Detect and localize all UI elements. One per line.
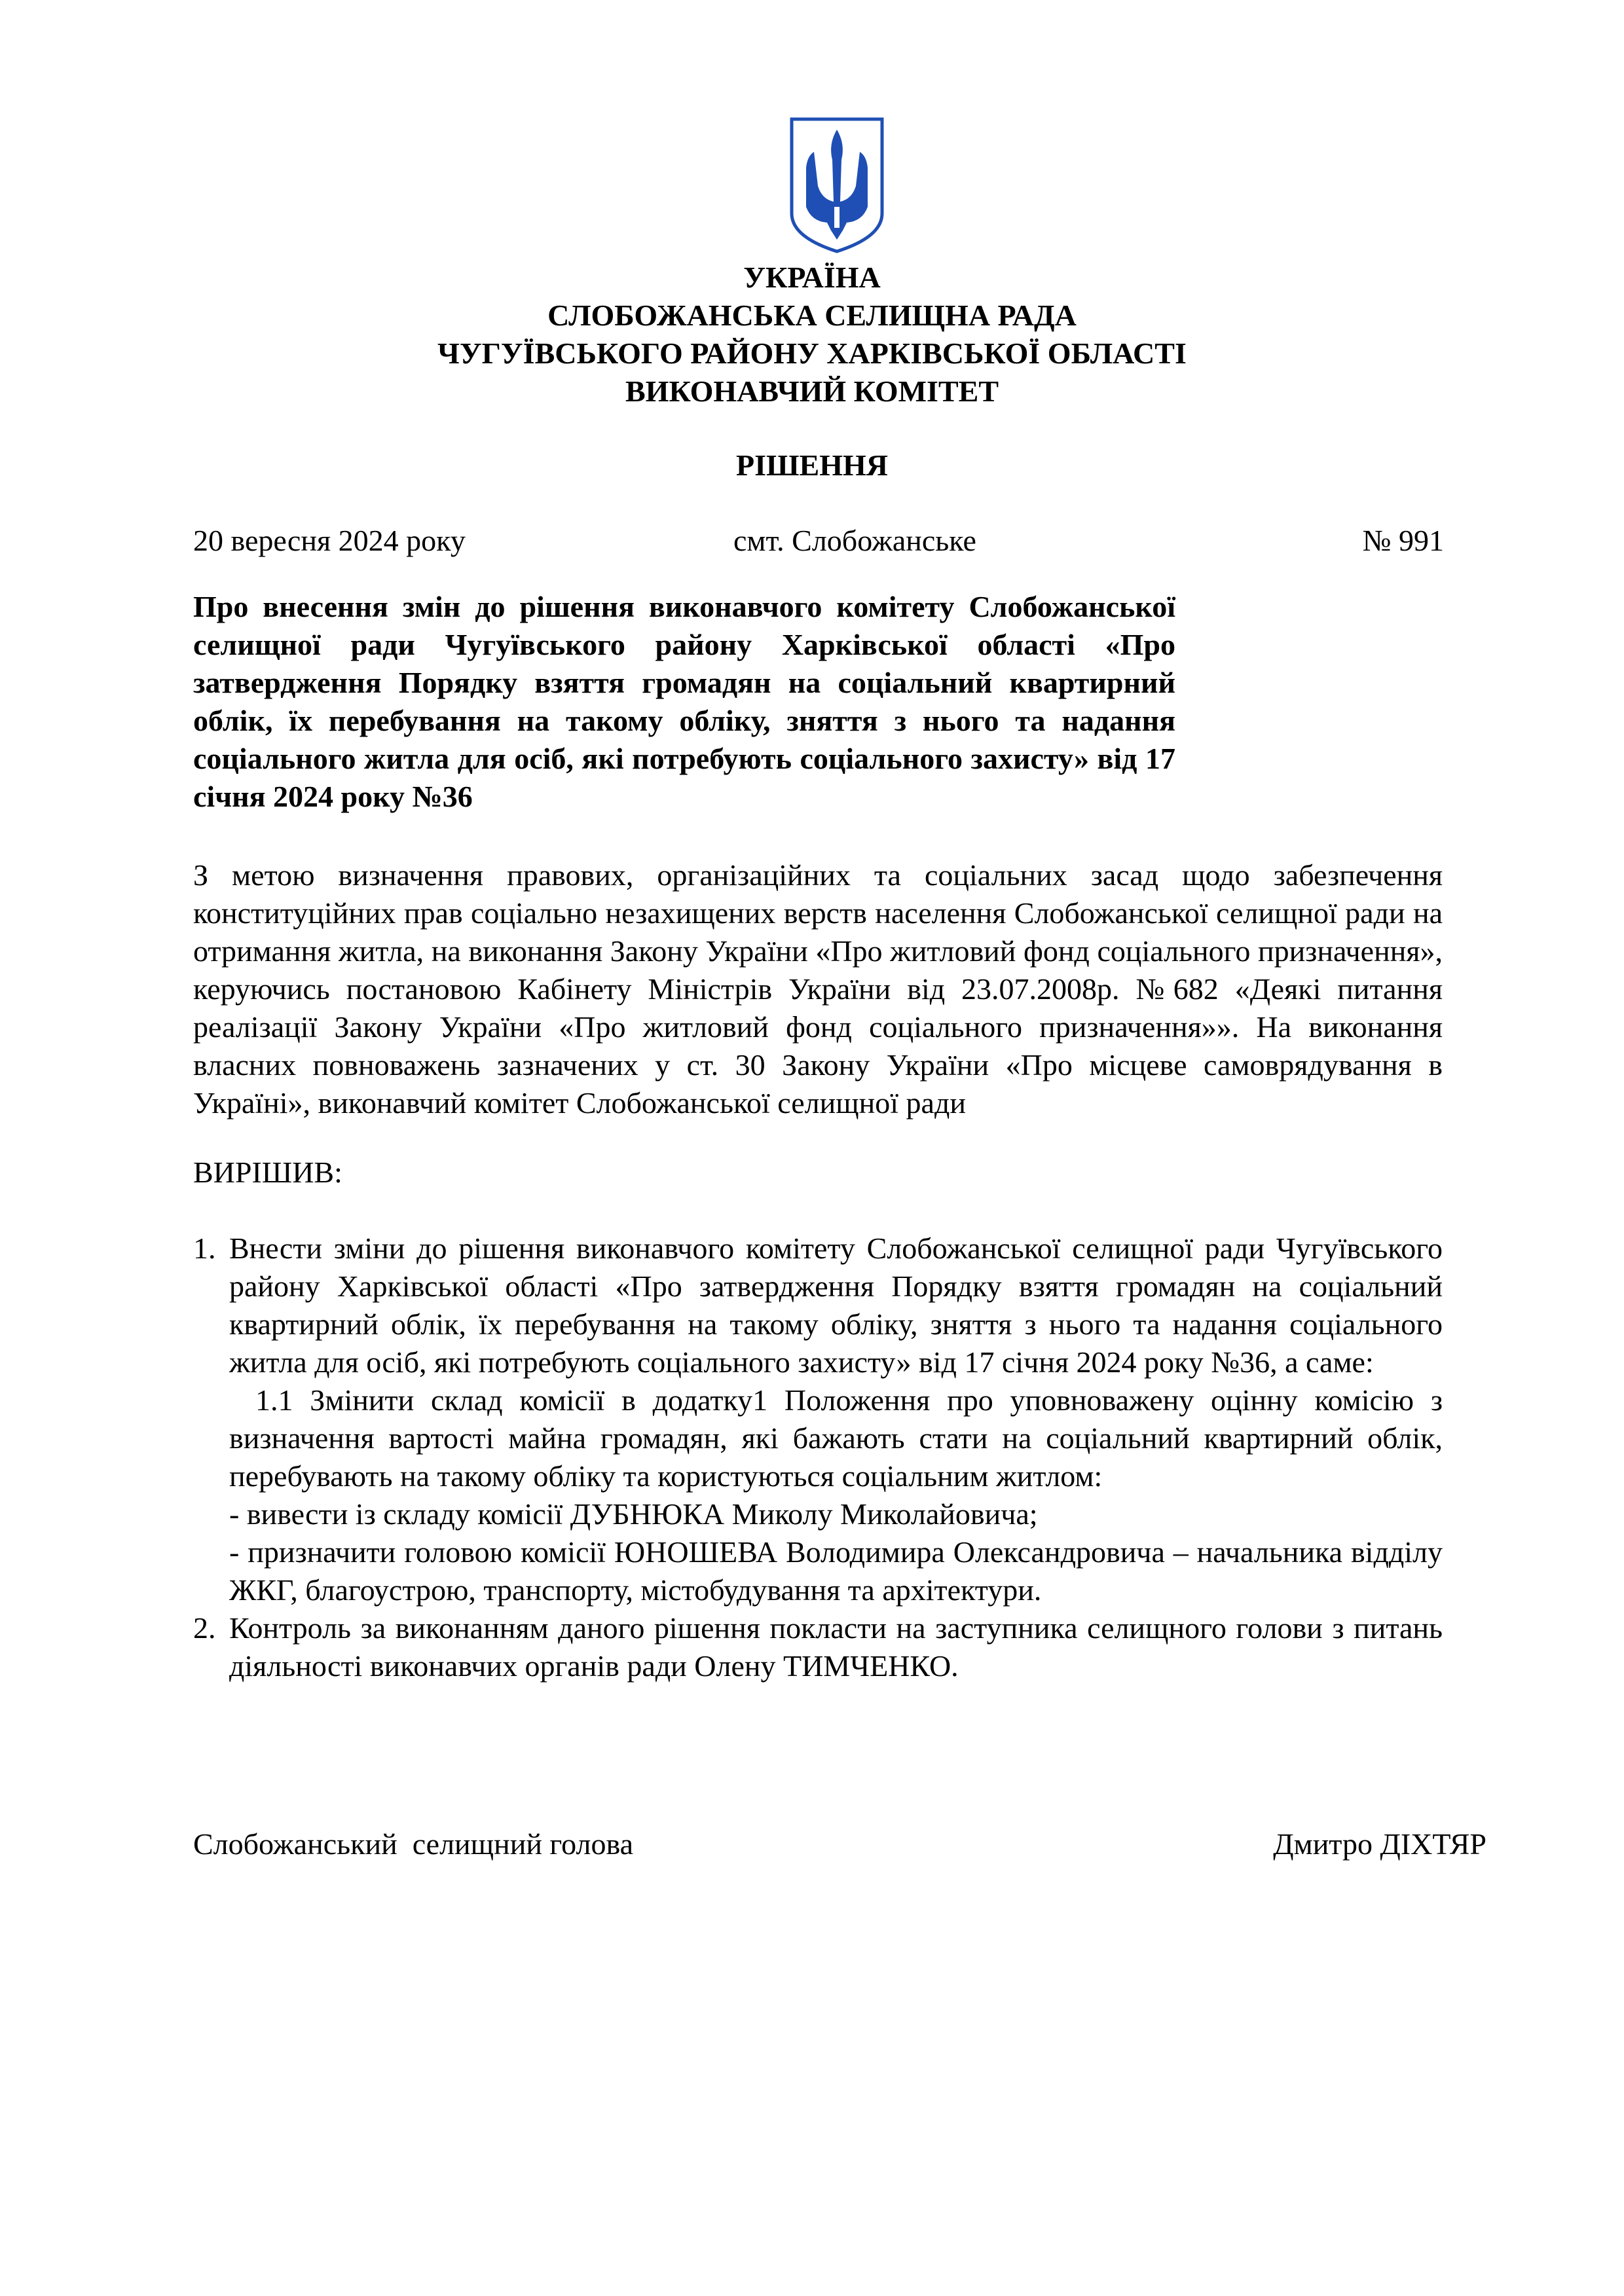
document-number: № 991 (1362, 524, 1444, 557)
subitem-dash-appoint: - призначити головою комісії ЮНОШЕВА Володимира Олександровича – начальника відділу ЖКГ, благоустрою, транспорту, містобудування та архітектури. (229, 1535, 1443, 1607)
item-number: 2. (193, 1611, 216, 1645)
council-title: СЛОБОЖАНСЬКА СЕЛИЩНА РАДА (547, 299, 1077, 332)
decided-label: ВИРІШИВ: (193, 1156, 342, 1189)
executive-body-title: ВИКОНАВЧИЙ КОМІТЕТ (625, 374, 999, 408)
district-title: ЧУГУЇВСЬКОГО РАЙОНУ ХАРКІВСЬКОЇ ОБЛАСТІ (437, 337, 1187, 370)
country-title: УКРАЇНА (743, 261, 881, 294)
decision-item-2 (193, 1609, 1443, 1685)
decision-item-1 (193, 1230, 1443, 1609)
subitem-1-1: 1.1 Змінити склад комісії в додатку1 Положення про уповноважену оцінну комісію з визначення вартості майна громадян, які бажають стати на соціальний квартирний облік, перебувають на такому обліку та користуються соціальним житлом: (229, 1383, 1443, 1493)
coat-of-arms-icon (788, 115, 886, 255)
decision-subject: Про внесення змін до рішення виконавчого комітету Слобожанської селищної ради Чугуївського району Харківської області «Про затвердження Порядку взяття громадян на соціальний квартирний облік, їх перебування на такому обліку, зняття з нього та надання соціального житла для осіб, які потребують соціального захисту» від 17 січня 2024 року №36 (193, 590, 1175, 813)
subitem-dash-remove: - вивести із складу комісії ДУБНЮКА Миколу Миколайовича; (229, 1497, 1038, 1531)
signature-block (193, 1825, 1486, 1864)
preamble-paragraph: З метою визначення правових, організаційних та соціальних засад щодо забезпечення конституційних прав соціально незахищених верств населення Слобожанської селищної ради на отримання житла, на виконання Закону України «Про житловий фонд соціального призначення», керуючись постановою Кабінету Міністрів України від 23.07.2008р. №682 «Деякі питання реалізації Закону України «Про житловий фонд соціального призначення»». На виконання власних повноважень зазначених у ст. 30 Закону України «Про місцеве самоврядування в Україні», виконавчий комітет Слобожанської селищної ради (193, 858, 1443, 1120)
item-text: Контроль за виконанням даного рішення покласти на заступника селищного голови з питань діяльності виконавчих органів ради Олену ТИМЧЕНКО. (229, 1611, 1443, 1683)
document-place: смт. Слобожанське (733, 524, 976, 557)
item-number: 1. (193, 1231, 216, 1265)
decision-items (193, 1230, 1443, 1685)
signatory-role: Слобожанський селищний голова (193, 1827, 634, 1861)
item-text: Внести зміни до рішення виконавчого комітету Слобожанської селищної ради Чугуївського району Харківської області «Про затвердження Порядку взяття громадян на соціальний квартирний облік, їх перебування на такому обліку, зняття з нього та надання соціального житла для осіб, які потребують соціального захисту» від 17 січня 2024 року №36, а саме: (229, 1231, 1443, 1379)
document-meta (193, 521, 1444, 560)
document-type: РІШЕННЯ (736, 448, 888, 482)
document-date: 20 вересня 2024 року (193, 524, 466, 557)
signatory-name: Дмитро ДІХТЯР (1273, 1827, 1486, 1861)
